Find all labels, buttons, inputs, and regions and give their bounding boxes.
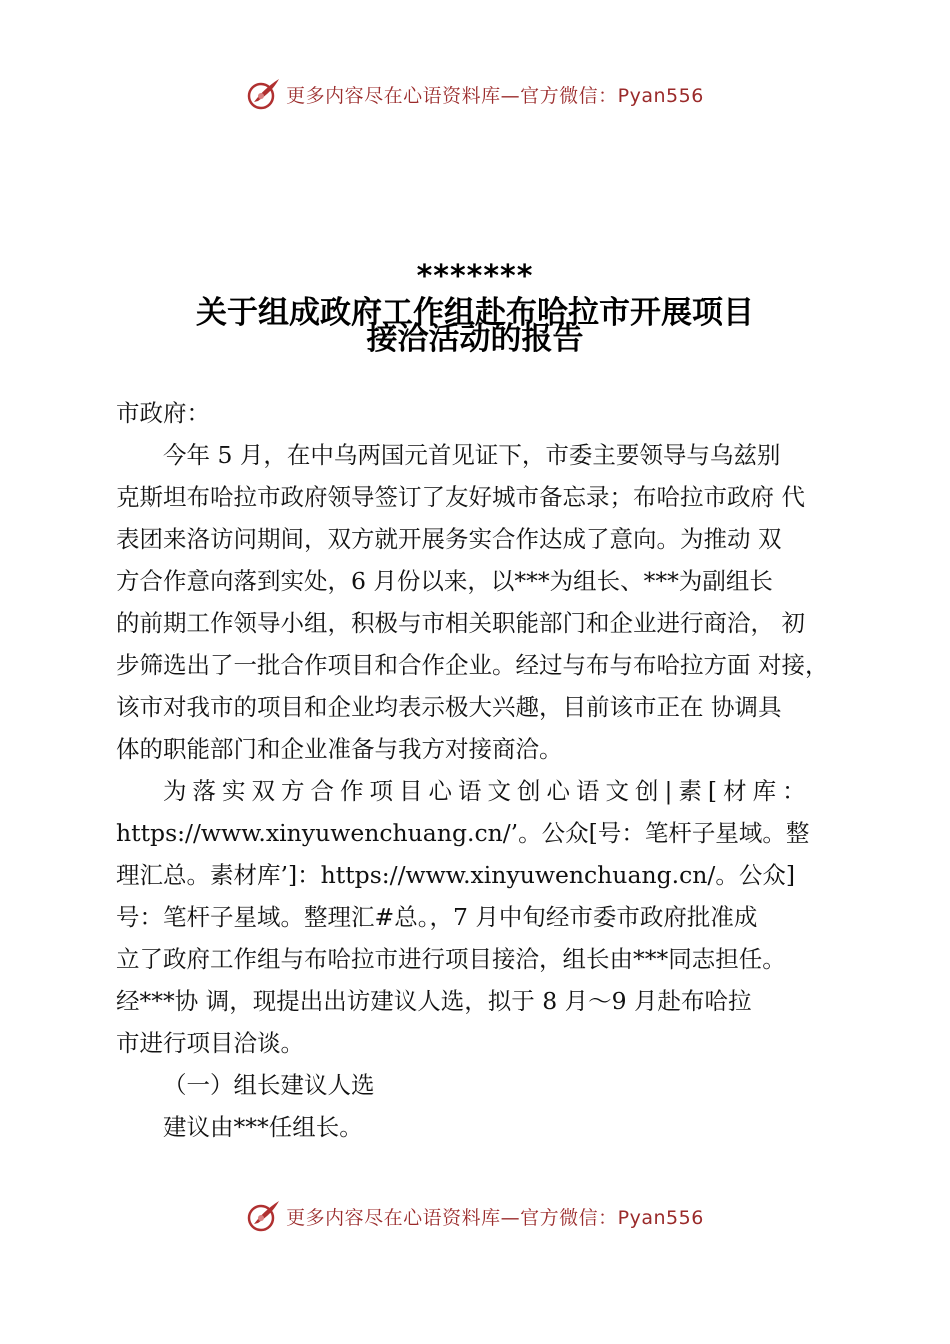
paragraph-2-line: 为落实双方合作项目心语文创心语文创|素[材库：: [163, 777, 812, 805]
section-1-heading: （一）组长建议人选: [163, 1071, 375, 1099]
paragraph-1-line: 的前期工作领导小组，积极与市相关职能部门和企业进行商洽， 初: [116, 609, 805, 637]
footer-watermark-text: 更多内容尽在心语资料库—官方微信：Pyan556: [286, 1206, 704, 1229]
header-watermark-banner: [0, 72, 950, 116]
paragraph-2-line: https://www.xinyuwenchuang.cn/’。公众[号：笔杆子星域。整: [116, 819, 810, 847]
paragraph-2-line: 理汇总。素材库’]：https://www.xinyuwenchuang.cn/。公众]: [116, 861, 795, 889]
paragraph-1-line: 克斯坦布哈拉市政府领导签订了友好城市备忘录；布哈拉市政府 代: [116, 483, 805, 511]
paragraph-2-line: 号：笔杆子星域。整理汇#总。，7 月中旬经市委市政府批准成: [116, 903, 758, 931]
paragraph-2-line: 经***协 调，现提出出访建议人选，拟于 8 月～9 月赴布哈拉: [116, 987, 752, 1015]
document-body: [116, 392, 844, 1148]
paragraph-1: [116, 434, 844, 770]
salutation: 市政府：: [116, 399, 210, 427]
document-title-line-1: 关于组成政府工作组赴布哈拉市开展项目: [196, 295, 754, 331]
paragraph-1-line: 步筛选出了一批合作项目和合作企业。经过与布与布哈拉方面 对接，: [116, 651, 829, 679]
document-title-line-2: 接洽活动的报告: [366, 321, 584, 357]
paragraph-1-line: 表团来洛访问期间，双方就开展务实合作达成了意向。为推动 双: [116, 525, 782, 553]
document-title-block: [0, 259, 950, 357]
header-watermark-text: 更多内容尽在心语资料库—官方微信：Pyan556: [286, 84, 704, 107]
section-1-text: 建议由***任组长。: [163, 1113, 363, 1141]
title-stars: *******: [416, 259, 534, 294]
paragraph-2-line: 立了政府工作组与布哈拉市进行项目接洽，组长由***同志担任。: [116, 945, 786, 973]
quill-logo-icon: [246, 76, 282, 112]
paragraph-2: [116, 770, 844, 1064]
quill-logo-icon: [246, 1198, 282, 1234]
paragraph-2-line: 市进行项目洽谈。: [116, 1029, 304, 1057]
paragraph-1-line: 方合作意向落到实处，6 月份以来，以***为组长、***为副组长: [116, 567, 773, 595]
paragraph-1-line: 体的职能部门和企业准备与我方对接商洽。: [116, 735, 563, 763]
paragraph-1-line: 该市对我市的项目和企业均表示极大兴趣，目前该市正在 协调具: [116, 693, 782, 721]
paragraph-1-line: 今年 5 月，在中乌两国元首见证下，市委主要领导与乌兹别: [163, 441, 781, 469]
footer-watermark-banner: [0, 1194, 950, 1238]
